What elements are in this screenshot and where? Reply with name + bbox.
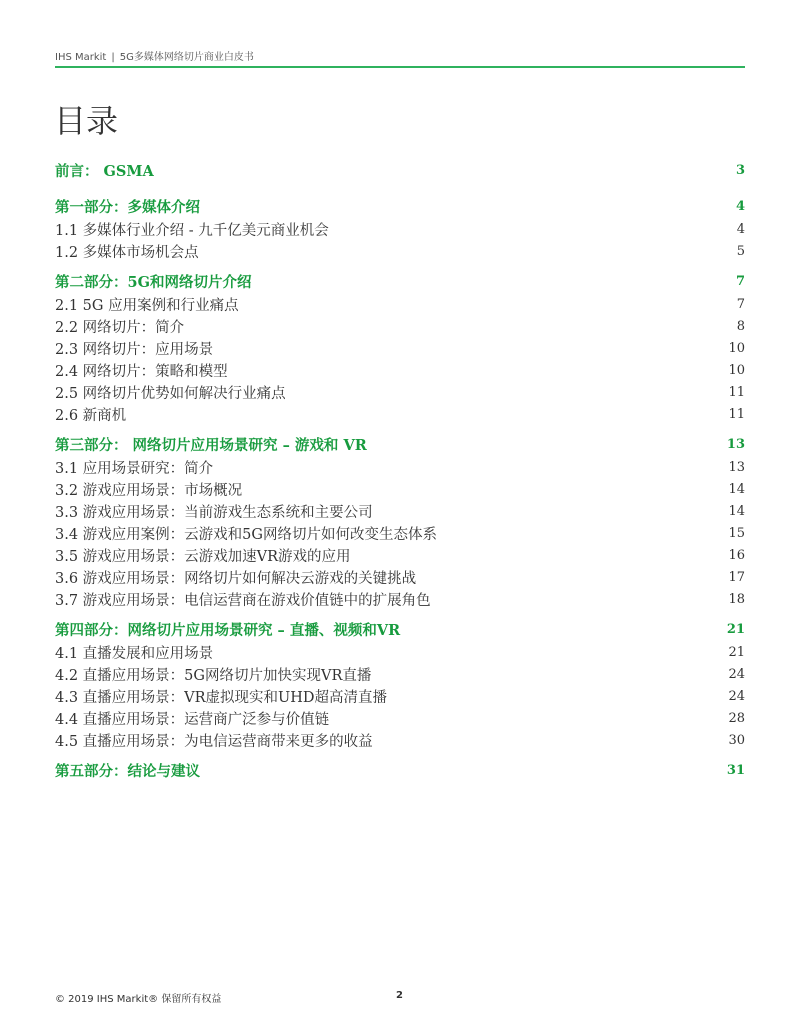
entry-title: 4.2 直播应用场景：5G网络切片加快实现VR直播 xyxy=(55,667,372,684)
entry-title: 2.5 网络切片优势如何解决行业痛点 xyxy=(55,385,286,402)
toc-section-heading[interactable] xyxy=(55,158,745,182)
page-footer xyxy=(55,990,745,1005)
entry-page-number: 14 xyxy=(728,503,745,519)
header-brand: IHS Markit xyxy=(55,52,107,63)
toc-section xyxy=(55,758,745,782)
toc-entry[interactable] xyxy=(55,381,745,403)
entry-title: 3.6 游戏应用场景：网络切片如何解决云游戏的关键挑战 xyxy=(55,570,417,587)
table-of-contents xyxy=(55,158,745,789)
toc-entry[interactable] xyxy=(55,685,745,707)
toc-entry[interactable] xyxy=(55,240,745,262)
entry-page-number: 4 xyxy=(736,221,745,237)
entry-page-number: 13 xyxy=(728,459,745,475)
toc-section-heading[interactable] xyxy=(55,432,745,456)
section-page-number: 31 xyxy=(726,762,745,778)
toc-entry[interactable] xyxy=(55,729,745,751)
entry-title: 1.1 多媒体行业介绍 - 九千亿美元商业机会 xyxy=(55,222,329,239)
toc-entry[interactable] xyxy=(55,707,745,729)
header-doc-title: 5G多媒体网络切片商业白皮书 xyxy=(119,52,254,63)
entry-title: 2.2 网络切片：简介 xyxy=(55,319,185,336)
entry-title: 3.3 游戏应用场景：当前游戏生态系统和主要公司 xyxy=(55,504,373,521)
toc-section xyxy=(55,269,745,425)
page-header xyxy=(55,48,745,63)
toc-entry[interactable] xyxy=(55,663,745,685)
section-title: 第二部分：5G和网络切片介绍 xyxy=(55,273,252,291)
toc-entry[interactable] xyxy=(55,588,745,610)
entry-title: 2.4 网络切片：策略和模型 xyxy=(55,363,228,380)
toc-section-heading[interactable] xyxy=(55,758,745,782)
entry-title: 4.4 直播应用场景：运营商广泛参与价值链 xyxy=(55,711,330,728)
entry-page-number: 17 xyxy=(728,569,745,585)
section-page-number: 4 xyxy=(735,198,745,214)
section-page-number: 7 xyxy=(735,273,745,289)
section-title: 第三部分： 网络切片应用场景研究 – 游戏和 VR xyxy=(55,436,367,454)
entry-title: 3.7 游戏应用场景：电信运营商在游戏价值链中的扩展角色 xyxy=(55,592,431,609)
entry-title: 2.6 新商机 xyxy=(55,407,127,424)
section-title: 第五部分：结论与建议 xyxy=(55,762,200,780)
entry-title: 4.1 直播发展和应用场景 xyxy=(55,645,214,662)
entry-title: 3.5 游戏应用场景：云游戏加速VR游戏的应用 xyxy=(55,548,351,565)
toc-section-heading[interactable] xyxy=(55,617,745,641)
section-page-number: 13 xyxy=(726,436,745,452)
entry-title: 2.1 5G 应用案例和行业痛点 xyxy=(55,297,239,314)
toc-entry[interactable] xyxy=(55,500,745,522)
entry-page-number: 24 xyxy=(728,666,745,682)
toc-entry[interactable] xyxy=(55,641,745,663)
entry-page-number: 28 xyxy=(728,710,745,726)
toc-entry[interactable] xyxy=(55,456,745,478)
entry-page-number: 11 xyxy=(728,406,745,422)
entry-page-number: 21 xyxy=(728,644,745,660)
header-rule xyxy=(55,66,745,68)
entry-title: 4.5 直播应用场景：为电信运营商带来更多的收益 xyxy=(55,733,373,750)
toc-entry[interactable] xyxy=(55,359,745,381)
toc-entry[interactable] xyxy=(55,522,745,544)
toc-entry[interactable] xyxy=(55,337,745,359)
entry-page-number: 15 xyxy=(728,525,745,541)
toc-section xyxy=(55,432,745,610)
toc-section-heading[interactable] xyxy=(55,269,745,293)
entry-title: 3.2 游戏应用场景：市场概况 xyxy=(55,482,243,499)
entry-page-number: 30 xyxy=(728,732,745,748)
section-page-number: 21 xyxy=(726,621,745,637)
toc-entry[interactable] xyxy=(55,315,745,337)
toc-entry[interactable] xyxy=(55,218,745,240)
entry-page-number: 7 xyxy=(736,296,745,312)
toc-section xyxy=(55,158,745,182)
toc-section xyxy=(55,194,745,262)
toc-entry[interactable] xyxy=(55,478,745,500)
toc-entry[interactable] xyxy=(55,544,745,566)
entry-page-number: 14 xyxy=(728,481,745,497)
entry-title: 2.3 网络切片：应用场景 xyxy=(55,341,214,358)
entry-page-number: 10 xyxy=(728,362,745,378)
entry-page-number: 16 xyxy=(728,547,745,563)
entry-page-number: 8 xyxy=(736,318,745,334)
entry-page-number: 18 xyxy=(728,591,745,607)
toc-entry[interactable] xyxy=(55,293,745,315)
entry-title: 4.3 直播应用场景：VR虚拟现实和UHD超高清直播 xyxy=(55,689,388,706)
entry-page-number: 24 xyxy=(728,688,745,704)
entry-title: 3.1 应用场景研究：简介 xyxy=(55,460,214,477)
toc-entry[interactable] xyxy=(55,566,745,588)
footer-page-number: 2 xyxy=(396,990,403,1001)
section-title: 前言： GSMA xyxy=(55,162,154,180)
toc-entry[interactable] xyxy=(55,403,745,425)
section-page-number: 3 xyxy=(735,162,745,178)
section-title: 第四部分：网络切片应用场景研究 – 直播、视频和VR xyxy=(55,621,401,639)
header-separator: | xyxy=(111,52,115,63)
entry-title: 3.4 游戏应用案例：云游戏和5G网络切片如何改变生态体系 xyxy=(55,526,437,543)
entry-page-number: 5 xyxy=(736,243,745,259)
section-title: 第一部分：多媒体介绍 xyxy=(55,198,200,216)
entry-page-number: 11 xyxy=(728,384,745,400)
entry-page-number: 10 xyxy=(728,340,745,356)
toc-section xyxy=(55,617,745,751)
footer-copyright: © 2019 IHS Markit® 保留所有权益 xyxy=(55,994,222,1005)
toc-section-heading[interactable] xyxy=(55,194,745,218)
entry-title: 1.2 多媒体市场机会点 xyxy=(55,244,199,261)
page-title: 目录 xyxy=(54,102,119,140)
